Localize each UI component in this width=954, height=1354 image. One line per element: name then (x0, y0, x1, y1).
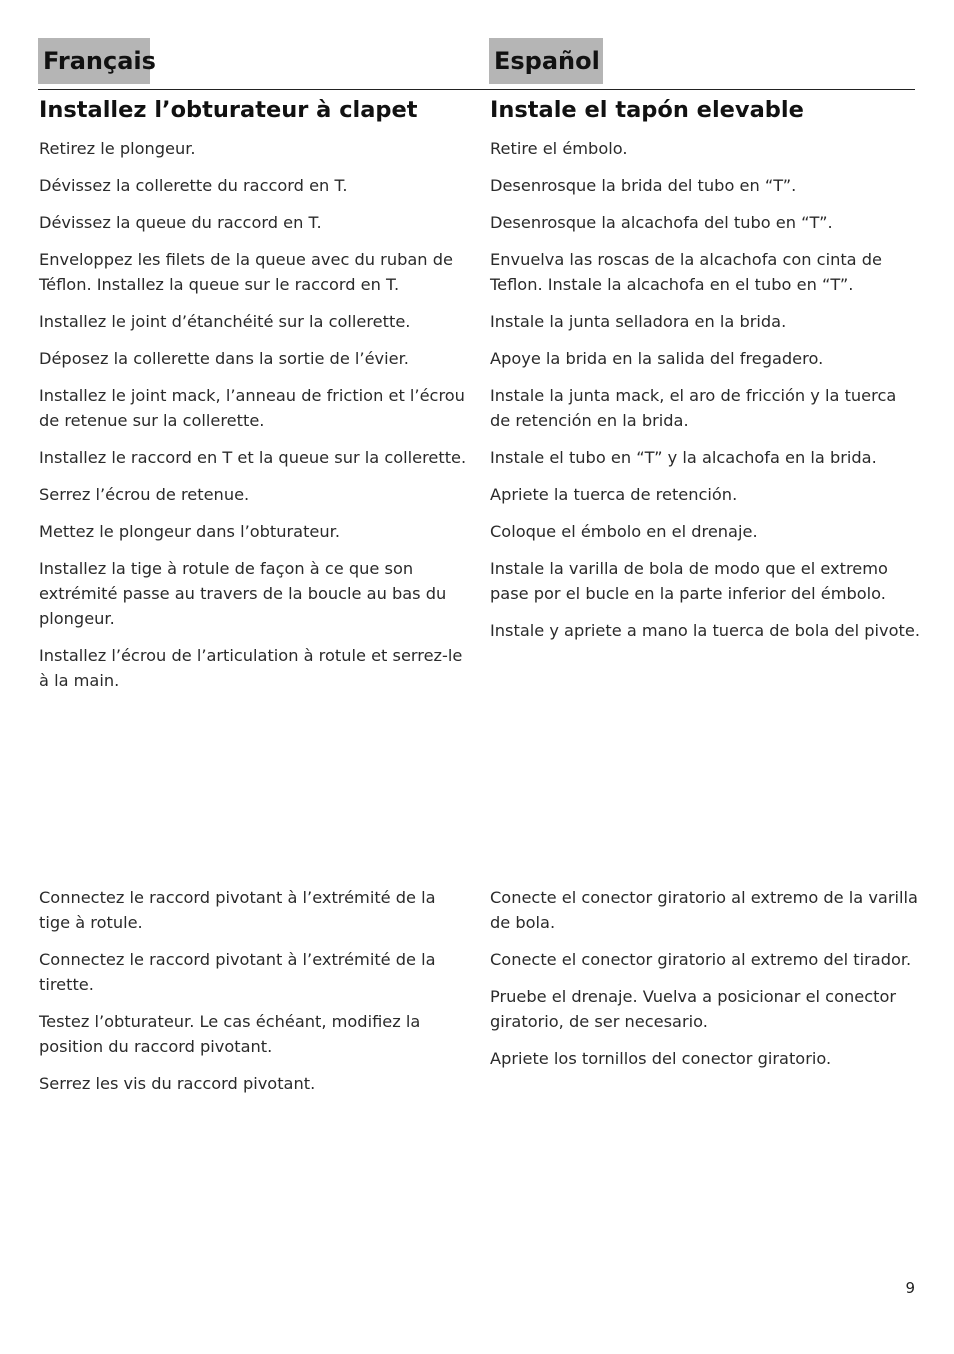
language-tab-french: Français (38, 38, 150, 84)
spanish-step: Retire el émbolo. (490, 139, 628, 158)
french-step: Installez le raccord en T et la queue sur la collerette. (39, 448, 467, 467)
spanish-steps-part1 (490, 136, 920, 655)
spanish-heading: Instale el tapón elevable (490, 97, 804, 123)
spanish-step: Desenrosque la alcachofa del tubo en “T”. (490, 213, 833, 232)
spanish-step: Conecte el conector giratorio al extremo de la varilla de bola. (490, 888, 918, 932)
spanish-step: Instale y apriete a mano la tuerca de bola del pivote. (490, 621, 920, 640)
spanish-step: Instale el tubo en “T” y la alcachofa en la brida. (490, 448, 877, 467)
french-step: Installez la tige à rotule de façon à ce que son extrémité passe au travers de la boucle au bas du plongeur. (39, 559, 447, 628)
french-step: Déposez la collerette dans la sortie de l’évier. (39, 349, 409, 368)
spanish-step: Instale la junta selladora en la brida. (490, 312, 787, 331)
french-step: Serrez les vis du raccord pivotant. (39, 1074, 316, 1093)
spanish-step: Desenrosque la brida del tubo en “T”. (490, 176, 797, 195)
spanish-step: Apriete los tornillos del conector giratorio. (490, 1049, 832, 1068)
french-step: Testez l’obturateur. Le cas échéant, modifiez la position du raccord pivotant. (39, 1012, 421, 1056)
french-steps-part2 (39, 885, 469, 1108)
french-step: Retirez le plongeur. (39, 139, 196, 158)
french-step: Serrez l’écrou de retenue. (39, 485, 250, 504)
french-step: Dévissez la collerette du raccord en T. (39, 176, 348, 195)
french-step: Connectez le raccord pivotant à l’extrémité de la tirette. (39, 950, 436, 994)
spanish-step: Pruebe el drenaje. Vuelva a posicionar el conector giratorio, de ser necesario. (490, 987, 897, 1031)
french-step: Mettez le plongeur dans l’obturateur. (39, 522, 340, 541)
header-divider (38, 89, 915, 90)
french-step: Installez l’écrou de l’articulation à rotule et serrez-le à la main. (39, 646, 463, 690)
spanish-step: Conecte el conector giratorio al extremo del tirador. (490, 950, 912, 969)
french-step: Dévissez la queue du raccord en T. (39, 213, 322, 232)
french-heading: Installez l’obturateur à clapet (39, 97, 418, 123)
spanish-step: Envuelva las roscas de la alcachofa con cinta de Teflon. Instale la alcachofa en el tubo en “T”. (490, 250, 882, 294)
spanish-step: Coloque el émbolo en el drenaje. (490, 522, 758, 541)
french-steps-part1 (39, 136, 469, 705)
spanish-steps-part2 (490, 885, 920, 1083)
spanish-step: Instale la varilla de bola de modo que el extremo pase por el bucle en la parte inferior del émbolo. (490, 559, 888, 603)
spanish-step: Apoye la brida en la salida del fregadero. (490, 349, 824, 368)
french-step: Installez le joint mack, l’anneau de friction et l’écrou de retenue sur la collerette. (39, 386, 465, 430)
spanish-step: Apriete la tuerca de retención. (490, 485, 738, 504)
french-step: Connectez le raccord pivotant à l’extrémité de la tige à rotule. (39, 888, 436, 932)
page-number: 9 (905, 1279, 915, 1297)
spanish-step: Instale la junta mack, el aro de fricción y la tuerca de retención en la brida. (490, 386, 897, 430)
french-step: Installez le joint d’étanchéité sur la collerette. (39, 312, 411, 331)
french-step: Enveloppez les filets de la queue avec du ruban de Téflon. Installez la queue sur le raccord en T. (39, 250, 453, 294)
language-tab-spanish: Español (489, 38, 603, 84)
